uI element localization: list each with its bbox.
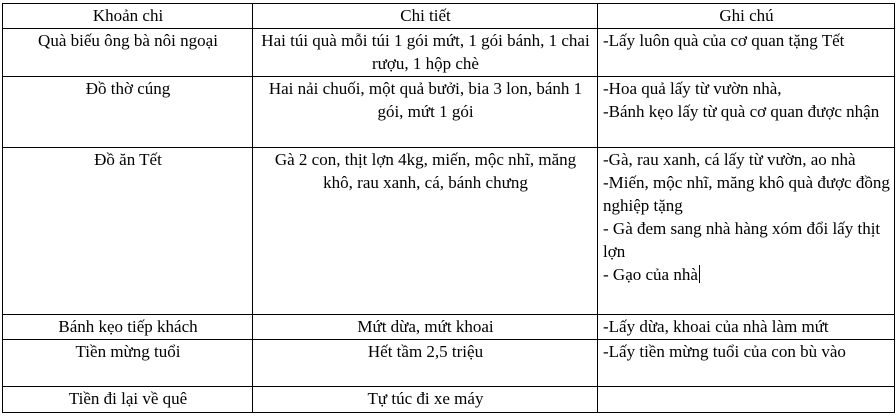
table-row <box>3 148 895 315</box>
notes-cell[interactable] <box>598 77 895 148</box>
note-line: -Lấy tiền mừng tuổi của con bù vào <box>603 342 846 361</box>
table-header-row <box>3 4 895 29</box>
notes-cell[interactable] <box>598 148 895 315</box>
notes-cell[interactable] <box>598 29 895 77</box>
detail-cell[interactable]: Gà 2 con, thịt lợn 4kg, miến, mộc nhĩ, măng khô, rau xanh, cá, bánh chưng <box>253 148 598 315</box>
header-detail: Chi tiết <box>253 4 598 29</box>
note-line: -Bánh kẹo lấy từ quà cơ quan được nhận <box>603 102 880 121</box>
note-line: -Lấy luôn quà của cơ quan tặng Tết <box>603 31 845 50</box>
category-cell[interactable]: Tiền đi lại về quê <box>3 387 253 413</box>
table-row <box>3 340 895 387</box>
detail-cell[interactable]: Tự túc đi xe máy <box>253 387 598 413</box>
header-notes: Ghi chú <box>598 4 895 29</box>
category-cell[interactable]: Đồ thờ cúng <box>3 77 253 148</box>
detail-cell[interactable]: Mứt dừa, mứt khoai <box>253 315 598 340</box>
table-row <box>3 387 895 413</box>
text-cursor <box>699 265 700 283</box>
note-line: -Lấy dừa, khoai của nhà làm mứt <box>603 317 829 336</box>
note-line <box>603 263 890 286</box>
category-cell[interactable]: Quà biếu ông bà nôi ngoại <box>3 29 253 77</box>
table-row <box>3 77 895 148</box>
table-row <box>3 29 895 77</box>
header-category: Khoản chi <box>3 4 253 29</box>
table-row <box>3 315 895 340</box>
note-text: - Gạo của nhà <box>603 265 698 284</box>
note-line: -Miến, mộc nhĩ, măng khô quà được đồng nghiệp tặng <box>603 173 890 215</box>
category-cell[interactable]: Tiền mừng tuổi <box>3 340 253 387</box>
notes-cell[interactable] <box>598 340 895 387</box>
category-cell[interactable]: Đồ ăn Tết <box>3 148 253 315</box>
note-line: - Gà đem sang nhà hàng xóm đổi lấy thịt lợn <box>603 219 881 261</box>
detail-cell[interactable]: Hết tầm 2,5 triệu <box>253 340 598 387</box>
expense-table <box>2 3 895 413</box>
detail-cell[interactable]: Hai nải chuối, một quả bưởi, bia 3 lon, bánh 1 gói, mứt 1 gói <box>253 77 598 148</box>
note-line: -Gà, rau xanh, cá lấy từ vườn, ao nhà <box>603 150 856 169</box>
notes-cell[interactable] <box>598 315 895 340</box>
detail-cell[interactable]: Hai túi quà mỗi túi 1 gói mứt, 1 gói bánh, 1 chai rượu, 1 hộp chè <box>253 29 598 77</box>
note-line: -Hoa quả lấy từ vườn nhà, <box>603 79 782 98</box>
category-cell[interactable]: Bánh kẹo tiếp khách <box>3 315 253 340</box>
notes-cell[interactable] <box>598 387 895 413</box>
